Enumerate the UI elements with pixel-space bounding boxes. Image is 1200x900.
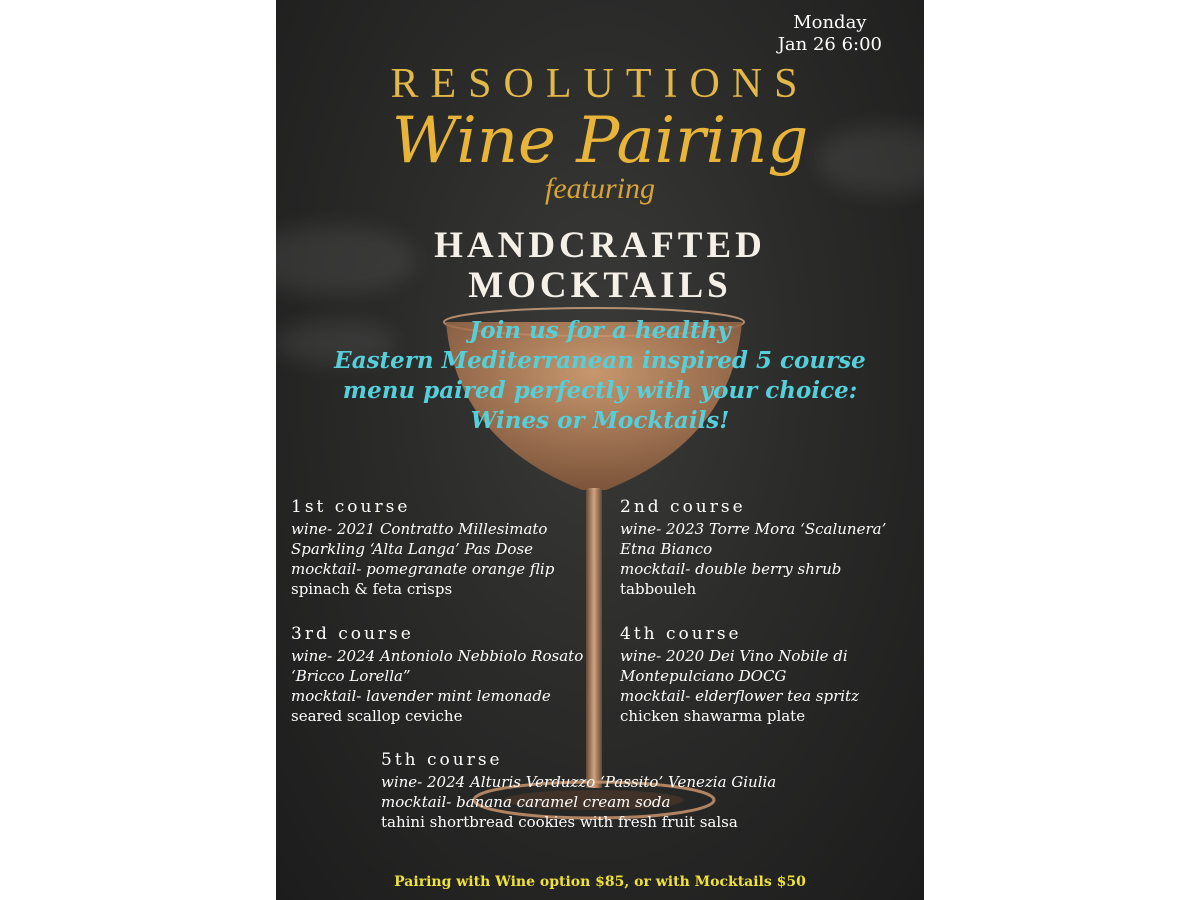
course-dish: tabbouleh <box>620 580 697 598</box>
course-mocktail: mocktail- double berry shrub <box>620 560 842 578</box>
course-title: 3rd course <box>291 624 414 644</box>
course-title: 5th course <box>381 750 503 770</box>
subtitle-line1: HANDCRAFTED <box>434 225 766 266</box>
course-wine: wine- 2023 Torre Mora ‘Scalunera’ Etna Bianco <box>620 520 887 558</box>
subtitle-line2: MOCKTAILS <box>468 265 732 306</box>
event-poster <box>276 0 924 900</box>
brand-title: RESOLUTIONS <box>390 61 810 107</box>
intro-line: Join us for a healthy <box>469 317 731 344</box>
date-day: Monday <box>793 12 867 33</box>
subtitle <box>276 226 924 306</box>
course-wine: wine- 2021 Contratto Millesimato Sparkling ‘Alta Langa’ Pas Dose <box>291 520 548 558</box>
date-time: Jan 26 6:00 <box>777 34 882 55</box>
course-5 <box>381 750 881 832</box>
pricing-text: Pairing with Wine option $85, or with Mocktails $50 <box>394 874 806 890</box>
course-mocktail: mocktail- lavender mint lemonade <box>291 687 551 705</box>
intro-text <box>296 316 904 436</box>
intro-line: menu paired perfectly with your choice: <box>342 377 858 404</box>
course-wine: wine- 2024 Alturis Verduzzo ‘Passito’ Venezia Giulia <box>381 773 777 791</box>
course-3 <box>291 624 611 726</box>
course-4 <box>620 624 920 726</box>
course-1 <box>291 497 611 599</box>
course-2 <box>620 497 920 599</box>
course-dish: seared scallop ceviche <box>291 707 463 725</box>
course-title: 2nd course <box>620 497 746 517</box>
featuring-label: featuring <box>545 172 655 205</box>
course-mocktail: mocktail- elderflower tea spritz <box>620 687 859 705</box>
course-dish: chicken shawarma plate <box>620 707 806 725</box>
course-wine: wine- 2024 Antoniolo Nebbiolo Rosato ‘Bricco Lorella” <box>291 647 584 685</box>
intro-line: Wines or Mocktails! <box>470 407 730 434</box>
course-dish: spinach & feta crisps <box>291 580 453 598</box>
course-title: 1st course <box>291 497 411 517</box>
course-dish: tahini shortbread cookies with fresh fruit salsa <box>381 813 738 831</box>
intro-line: Eastern Mediterranean inspired 5 course <box>334 347 866 374</box>
course-mocktail: mocktail- banana caramel cream soda <box>381 793 671 811</box>
course-mocktail: mocktail- pomegranate orange flip <box>291 560 555 578</box>
course-wine: wine- 2020 Dei Vino Nobile di Montepulciano DOCG <box>620 647 848 685</box>
course-title: 4th course <box>620 624 742 644</box>
event-date <box>778 12 882 56</box>
event-title: Wine Pairing <box>391 104 809 178</box>
